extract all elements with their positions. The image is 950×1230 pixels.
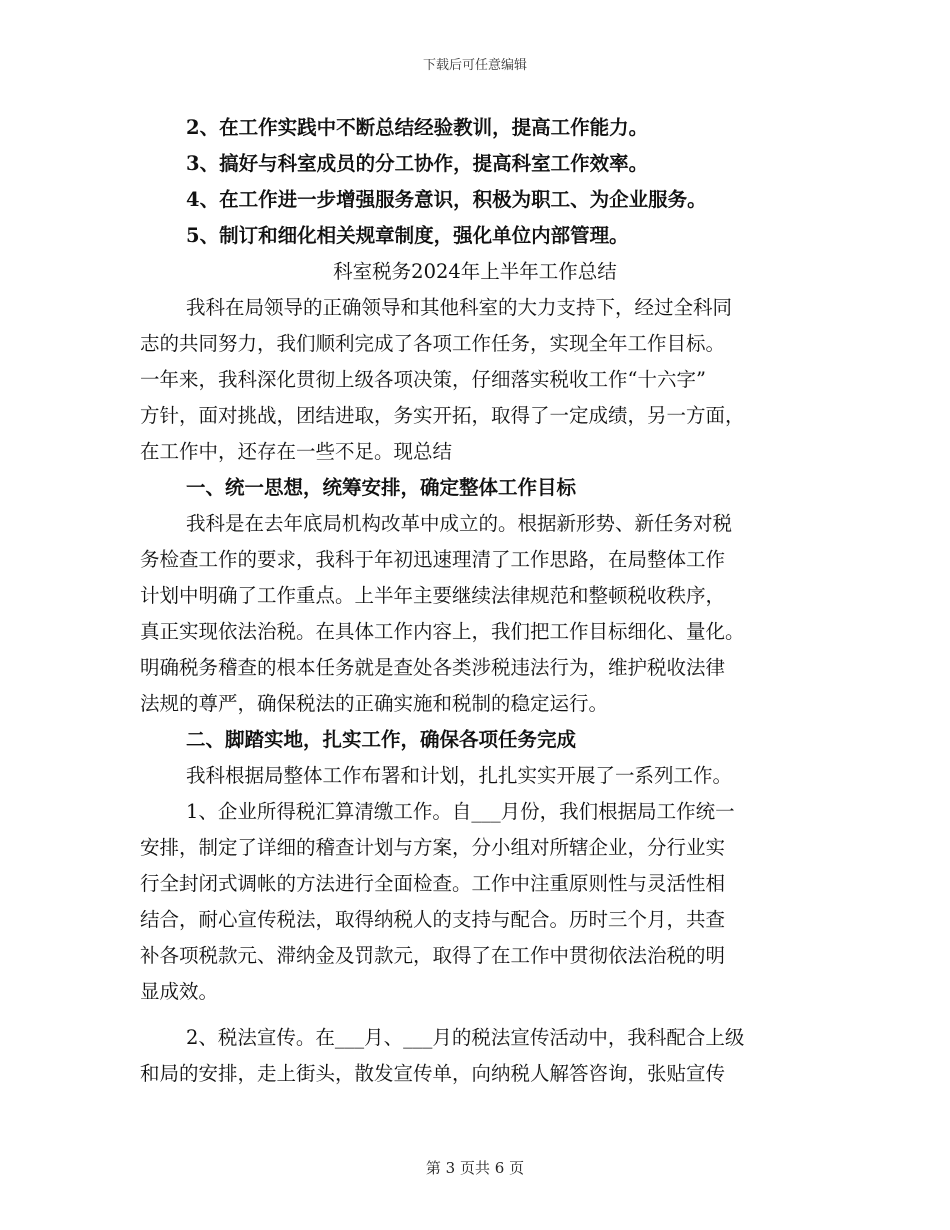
text-line: 明确税务稽查的根本任务就是查处各类涉税违法行为，维护税收法律 [140, 656, 726, 679]
text-line: 我科根据局整体工作布署和计划，扎扎实实开展了一系列工作。 [186, 764, 733, 787]
bold-heading [140, 110, 810, 146]
body-paragraph [140, 1020, 810, 1092]
text-line: 方针，面对挑战，团结进取，务实开拓，取得了一定成绩，另一方面， [140, 404, 745, 427]
text-line: 二、脚踏实地，扎实工作，确保各项任务完成 [186, 728, 577, 751]
bold-heading [140, 722, 810, 758]
text-line: 法规的尊严，确保税法的正确实施和税制的稳定运行。 [140, 692, 609, 715]
page-footer: 第 3 页共 6 页 [425, 1159, 525, 1177]
text-line: 在工作中，还存在一些不足。现总结 [140, 440, 453, 463]
text-line: 志的共同努力，我们顺利完成了各项工作任务，实现全年工作目标。 [140, 332, 726, 355]
text-line: 补各项税款元、滞纳金及罚款元，取得了在工作中贯彻依法治税的明 [140, 944, 726, 967]
text-line: 务检查工作的要求，我科于年初迅速理清了工作思路，在局整体工作 [140, 548, 726, 571]
text-line: 4、在工作进一步增强服务意识，积极为职工、为企业服务。 [186, 188, 707, 211]
text-line: 计划中明确了工作重点。上半年主要继续法律规范和整顿税收秩序， [140, 584, 726, 607]
body-paragraph [140, 506, 810, 722]
text-line: 安排，制定了详细的稽查计划与方案，分小组对所辖企业，分行业实 [140, 836, 726, 859]
text-line: 3、搞好与科室成员的分工协作，提高科室工作效率。 [186, 152, 649, 175]
paragraph-gap [140, 1010, 810, 1020]
text-line: 一年来，我科深化贯彻上级各项决策，仔细落实税收工作“十六字” [140, 368, 706, 391]
text-line: 2、税法宣传。在___月、___月的税法宣传活动中，我科配合上级 [186, 1026, 745, 1049]
text-line: 5、制订和细化相关规章制度，强化单位内部管理。 [186, 224, 629, 247]
text-line: 真正实现依法治税。在具体工作内容上，我们把工作目标细化、量化。 [140, 620, 745, 643]
bold-heading [140, 218, 810, 254]
document-body [140, 110, 810, 1092]
bold-heading [140, 182, 810, 218]
text-line: 行全封闭式调帐的方法进行全面检查。工作中注重原则性与灵活性相 [140, 872, 726, 895]
body-paragraph [140, 794, 810, 1010]
text-line: 科室税务2024年上半年工作总结 [333, 260, 617, 283]
text-line: 结合，耐心宣传税法，取得纳税人的支持与配合。历时三个月，共查 [140, 908, 726, 931]
text-line: 和局的安排，走上街头，散发宣传单，向纳税人解答咨询，张贴宣传 [140, 1062, 726, 1085]
page-header: 下载后可任意编辑 [422, 58, 527, 73]
text-line: 1、企业所得税汇算清缴工作。自___月份，我们根据局工作统一 [186, 800, 735, 823]
bold-heading [140, 146, 810, 182]
text-line: 我科是在去年底局机构改革中成立的。根据新形势、新任务对税 [186, 512, 733, 535]
text-line: 我科在局领导的正确领导和其他科室的大力支持下，经过全科同 [186, 296, 733, 319]
text-line: 一、统一思想，统筹安排，确定整体工作目标 [186, 476, 577, 499]
body-paragraph [140, 758, 810, 794]
section-title [140, 254, 810, 290]
bold-heading [140, 470, 810, 506]
body-paragraph [140, 290, 810, 470]
text-line: 显成效。 [140, 980, 219, 1003]
text-line: 2、在工作实践中不断总结经验教训，提高工作能力。 [186, 116, 649, 139]
